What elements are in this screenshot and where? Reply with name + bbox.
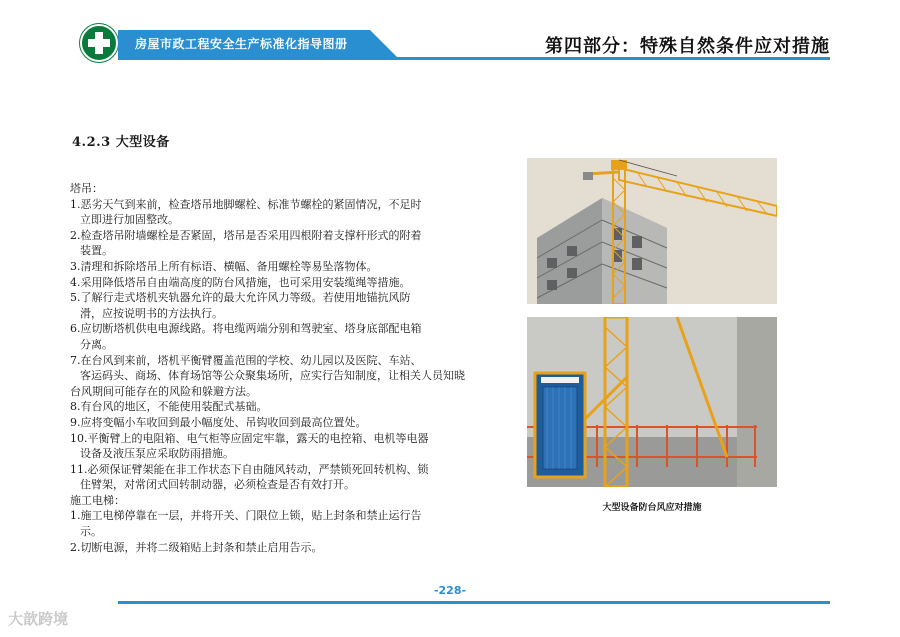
body-text <box>70 181 470 555</box>
item-line-rest: 装置。 <box>80 244 113 258</box>
section-title: 第四部分：特殊自然条件应对措施 <box>545 36 830 57</box>
page-number: -228- <box>433 584 467 597</box>
elevator-measure-1 <box>70 508 470 539</box>
crane-measure-4 <box>70 275 470 291</box>
book-title: 房屋市政工程安全生产标准化指导图册 <box>135 37 348 51</box>
crane-measure-5 <box>70 290 470 321</box>
item-line-rest: 分离。 <box>80 337 113 351</box>
crane-measure-8 <box>70 399 470 415</box>
crane-measure-9 <box>70 415 470 431</box>
item-line-first: 1.恶劣天气到来前，检查塔吊地脚螺栓、标准节螺栓的紧固情况，不足时 <box>70 197 422 211</box>
logo-cross-icon <box>80 24 118 62</box>
item-line-first: 6.应切断塔机供电电源线路。将电缆两端分别和驾驶室、塔身底部配电箱 <box>70 322 422 336</box>
crane-measure-1 <box>70 197 470 228</box>
item-line-rest: 客运码头、商场、体育场馆等公众聚集场所，应实行告知制度，让相关人员知晓台风期间可能存在的风险和躲避方法。 <box>70 369 465 398</box>
crane-measure-11 <box>70 462 470 493</box>
group-title-crane: 塔吊： <box>70 182 103 195</box>
item-line-first: 5.了解行走式塔机夹轨器允许的最大允许风力等级。若使用地锚抗风防 <box>70 291 411 305</box>
crane-measures-list <box>70 197 470 493</box>
item-line-first: 11.必须保证臂架能在非工作状态下自由随风转动，严禁锁死回转机构、锁 <box>70 462 429 476</box>
elevator-measures-list <box>70 508 470 555</box>
crane-measure-10 <box>70 431 470 462</box>
item-line-first: 7.在台风到来前，塔机平衡臂覆盖范围的学校、幼儿园以及医院、车站、 <box>70 353 422 367</box>
footer-divider <box>118 601 830 604</box>
image-caption: 大型设备防台风应对措施 <box>602 503 702 513</box>
item-line-first: 3.清理和拆除塔吊上所有标语、横幅、备用螺栓等易坠落物体。 <box>70 259 378 273</box>
item-line-rest: 立即进行加固整改。 <box>80 213 179 227</box>
item-line-first: 10.平衡臂上的电阻箱、电气柜等应固定牢靠，露天的电控箱、电机等电器 <box>70 431 429 445</box>
item-line-first: 8.有台风的地区，不能使用装配式基础。 <box>70 400 268 414</box>
crane-measure-3 <box>70 259 470 275</box>
item-line-rest: 住臂架，对常闭式回转制动器，必须检查是否有效打开。 <box>80 478 355 492</box>
crane-photo <box>527 158 777 304</box>
page-header <box>0 0 900 70</box>
crane-measure-7 <box>70 353 470 400</box>
item-line-rest: 设备及液压泵应采取防雨措施。 <box>80 447 234 461</box>
item-line-first: 2.切断电源，并将二级箱贴上封条和禁止启用告示。 <box>70 540 323 554</box>
subheading: 4.2.3 大型设备 <box>72 135 170 150</box>
crane-measure-6 <box>70 321 470 352</box>
crane-measure-2 <box>70 228 470 259</box>
header-divider <box>118 57 830 60</box>
item-line-first: 4.采用降低塔吊自由端高度的防台风措施，也可采用安装缆绳等措施。 <box>70 275 411 289</box>
item-line-first: 1.施工电梯停靠在一层，并将开关、门限位上锁，贴上封条和禁止运行告 <box>70 509 422 523</box>
watermark: 大歆跨境 <box>8 610 69 628</box>
elevator-photo <box>527 317 777 487</box>
item-line-first: 9.应将变幅小车收回到最小幅度处、吊钩收回到最高位置处。 <box>70 415 367 429</box>
item-line-first: 2.检查塔吊附墙螺栓是否紧固，塔吊是否采用四根附着支撑杆形式的附着 <box>70 228 422 242</box>
item-line-rest: 示。 <box>80 525 102 539</box>
elevator-measure-2 <box>70 540 470 556</box>
group-title-elevator: 施工电梯： <box>70 493 125 507</box>
item-line-rest: 滑，应按说明书的方法执行。 <box>80 306 223 320</box>
